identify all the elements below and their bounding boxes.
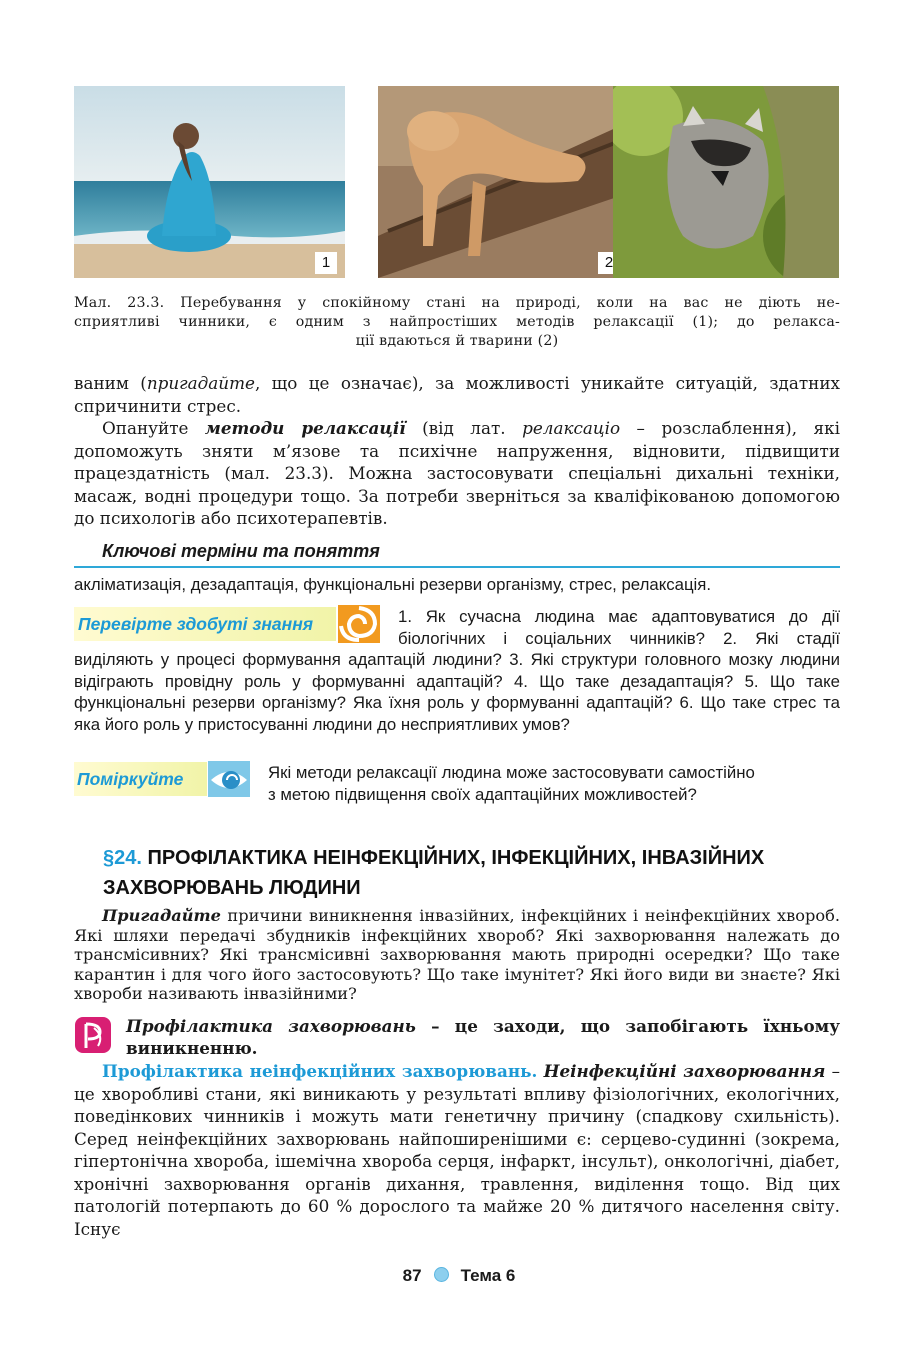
lioness-photo: [378, 86, 620, 278]
photo-tag-2: 2: [598, 252, 620, 274]
recall-paragraph: [74, 906, 840, 1004]
p2-pre: Опануйте: [102, 418, 205, 438]
caption-line-1: Мал. 23.3. Перебування у спокійному стані на природі, коли на вас не діють не-: [74, 295, 840, 311]
definition-term: Профілактика захворювань: [126, 1016, 416, 1036]
cq-line-1: 1. Як сучасна людина має адаптовуватися до дії: [398, 607, 840, 626]
p2-post: – розслаблення), які допоможуть зняти м’язове та психічне напруження, відновити, підвищити працездатність (мал. 23.3). Можна застосовувати спеціальні дихальні техніки, масаж, водні процедури тощо. За потреби зверніться за кваліфікованою допомогою до психологів або психотерапевтів.: [74, 418, 840, 528]
footer-dot-icon: [434, 1267, 449, 1282]
think-line-1: Які методи релаксації людина може застосовувати самостійно: [268, 763, 755, 782]
section-title-line-2: ЗАХВОРЮВАНЬ ЛЮДИНИ: [103, 877, 361, 899]
check-knowledge-badge: Перевірте здобуті знання: [74, 607, 336, 641]
photo-tag-1: 1: [315, 252, 337, 274]
p2-latin: релаксаціо: [522, 418, 621, 438]
eye-icon: [207, 760, 251, 798]
p3-heading: Профілактика неінфекційних захворювань.: [102, 1061, 538, 1081]
noninfectious-paragraph: [74, 1060, 840, 1240]
recall-text: причини виникнення інвазійних, інфекційних і неінфекційних хвороб. Які шляхи передачі збудників інфекційних хвороб? Які захворювання належать до трансмісивних? Які трансмісивні захворювання мають природні осередки? Що таке карантин і для чого його застосовують? Що таке імунітет? Які його види ви знаєте? Які хвороби називають інвазійними?: [74, 906, 840, 1003]
p1-post: , що це означає), за можливості уникайте ситуацій, здатних спричинити стрес.: [74, 373, 840, 416]
p3-text: – це хворобливі стани, які виникають у результаті впливу фізіологічних, екологічних, поведінкових чинників і можуть мати генетичну причину (спадкову схильність). Серед неінфекційних захворювань найпоширенішими є: серцево-судинні (зокрема, гіпертонічна хвороба, ішемічна хвороба серця, інфаркт, інсульт), онкологічні, діабет, хронічні захворювання органів дихання, травлення, виділення тощо. Від цих патологій потерпають до 60 % дорослого та майже 20 % дитячого населення світу. Існує: [74, 1061, 840, 1239]
caption-line-3: ції вдаються й тварини (2): [355, 333, 559, 349]
recall-label: Пригадайте: [102, 906, 221, 925]
think-question: [268, 762, 840, 805]
page-number: 87: [402, 1266, 422, 1285]
definition-text: [126, 1015, 840, 1059]
definition-body: – це заходи, що запобігають їхньому виникненню.: [126, 1016, 841, 1058]
section-title-line-1: [103, 843, 764, 873]
key-terms-title: Ключові терміни та поняття: [102, 541, 380, 561]
section-title-text-1: ПРОФІЛАКТИКА НЕІНФЕКЦІЙНИХ, ІНФЕКЦІЙНИХ, ІНВАЗІЙНИХ: [147, 847, 765, 869]
section-title: [103, 843, 764, 903]
p1-pre: ваним (: [74, 373, 147, 393]
think-line-2: з метою підвищення своїх адаптаційних можливостей?: [268, 784, 697, 804]
page-footer: [0, 1266, 918, 1286]
key-terms-divider: [74, 566, 840, 568]
check-knowledge-questions: [74, 606, 840, 735]
p1-italic: пригадайте: [146, 373, 255, 393]
caption-line-2: сприятливі чинники, є одним з найпростіших методів релаксації (1); до релакса-: [74, 314, 840, 330]
p2-term: методи релаксації: [204, 418, 406, 438]
cq-line-2: біологічних і соціальних чинників? 2. Які стадії: [398, 628, 840, 648]
think-badge: Поміркуйте: [74, 762, 207, 796]
p3-term: Неінфекційні захворювання: [543, 1061, 826, 1081]
paragraph-relaxation-methods: [74, 417, 840, 530]
paragraph-avoid-stress: [74, 372, 840, 417]
definition-icon: [74, 1016, 112, 1054]
cq-rest: виділяють у процесі формування адаптацій людини? 3. Які структури головного мозку людини відіграють провідну роль у формуванні адаптацій? 4. Що таке дезадаптація? 5. Що таке функціональні резерви організму? Яка їхня роль у формуванні адаптацій? 6. Що таке стрес та яка його роль у пристосуванні людини до несприятливих умов?: [74, 650, 840, 734]
meditation-photo: [74, 86, 345, 278]
section-number: §24.: [103, 847, 142, 869]
relaxation-text: [74, 372, 840, 530]
figure-caption: [74, 294, 840, 351]
raccoon-photo: [613, 86, 839, 278]
key-terms-list: акліматизація, дезадаптація, функціональні резерви організму, стрес, релаксація.: [74, 575, 712, 594]
p2-mid: (від лат.: [405, 418, 523, 438]
topic-label: Тема 6: [460, 1266, 516, 1285]
